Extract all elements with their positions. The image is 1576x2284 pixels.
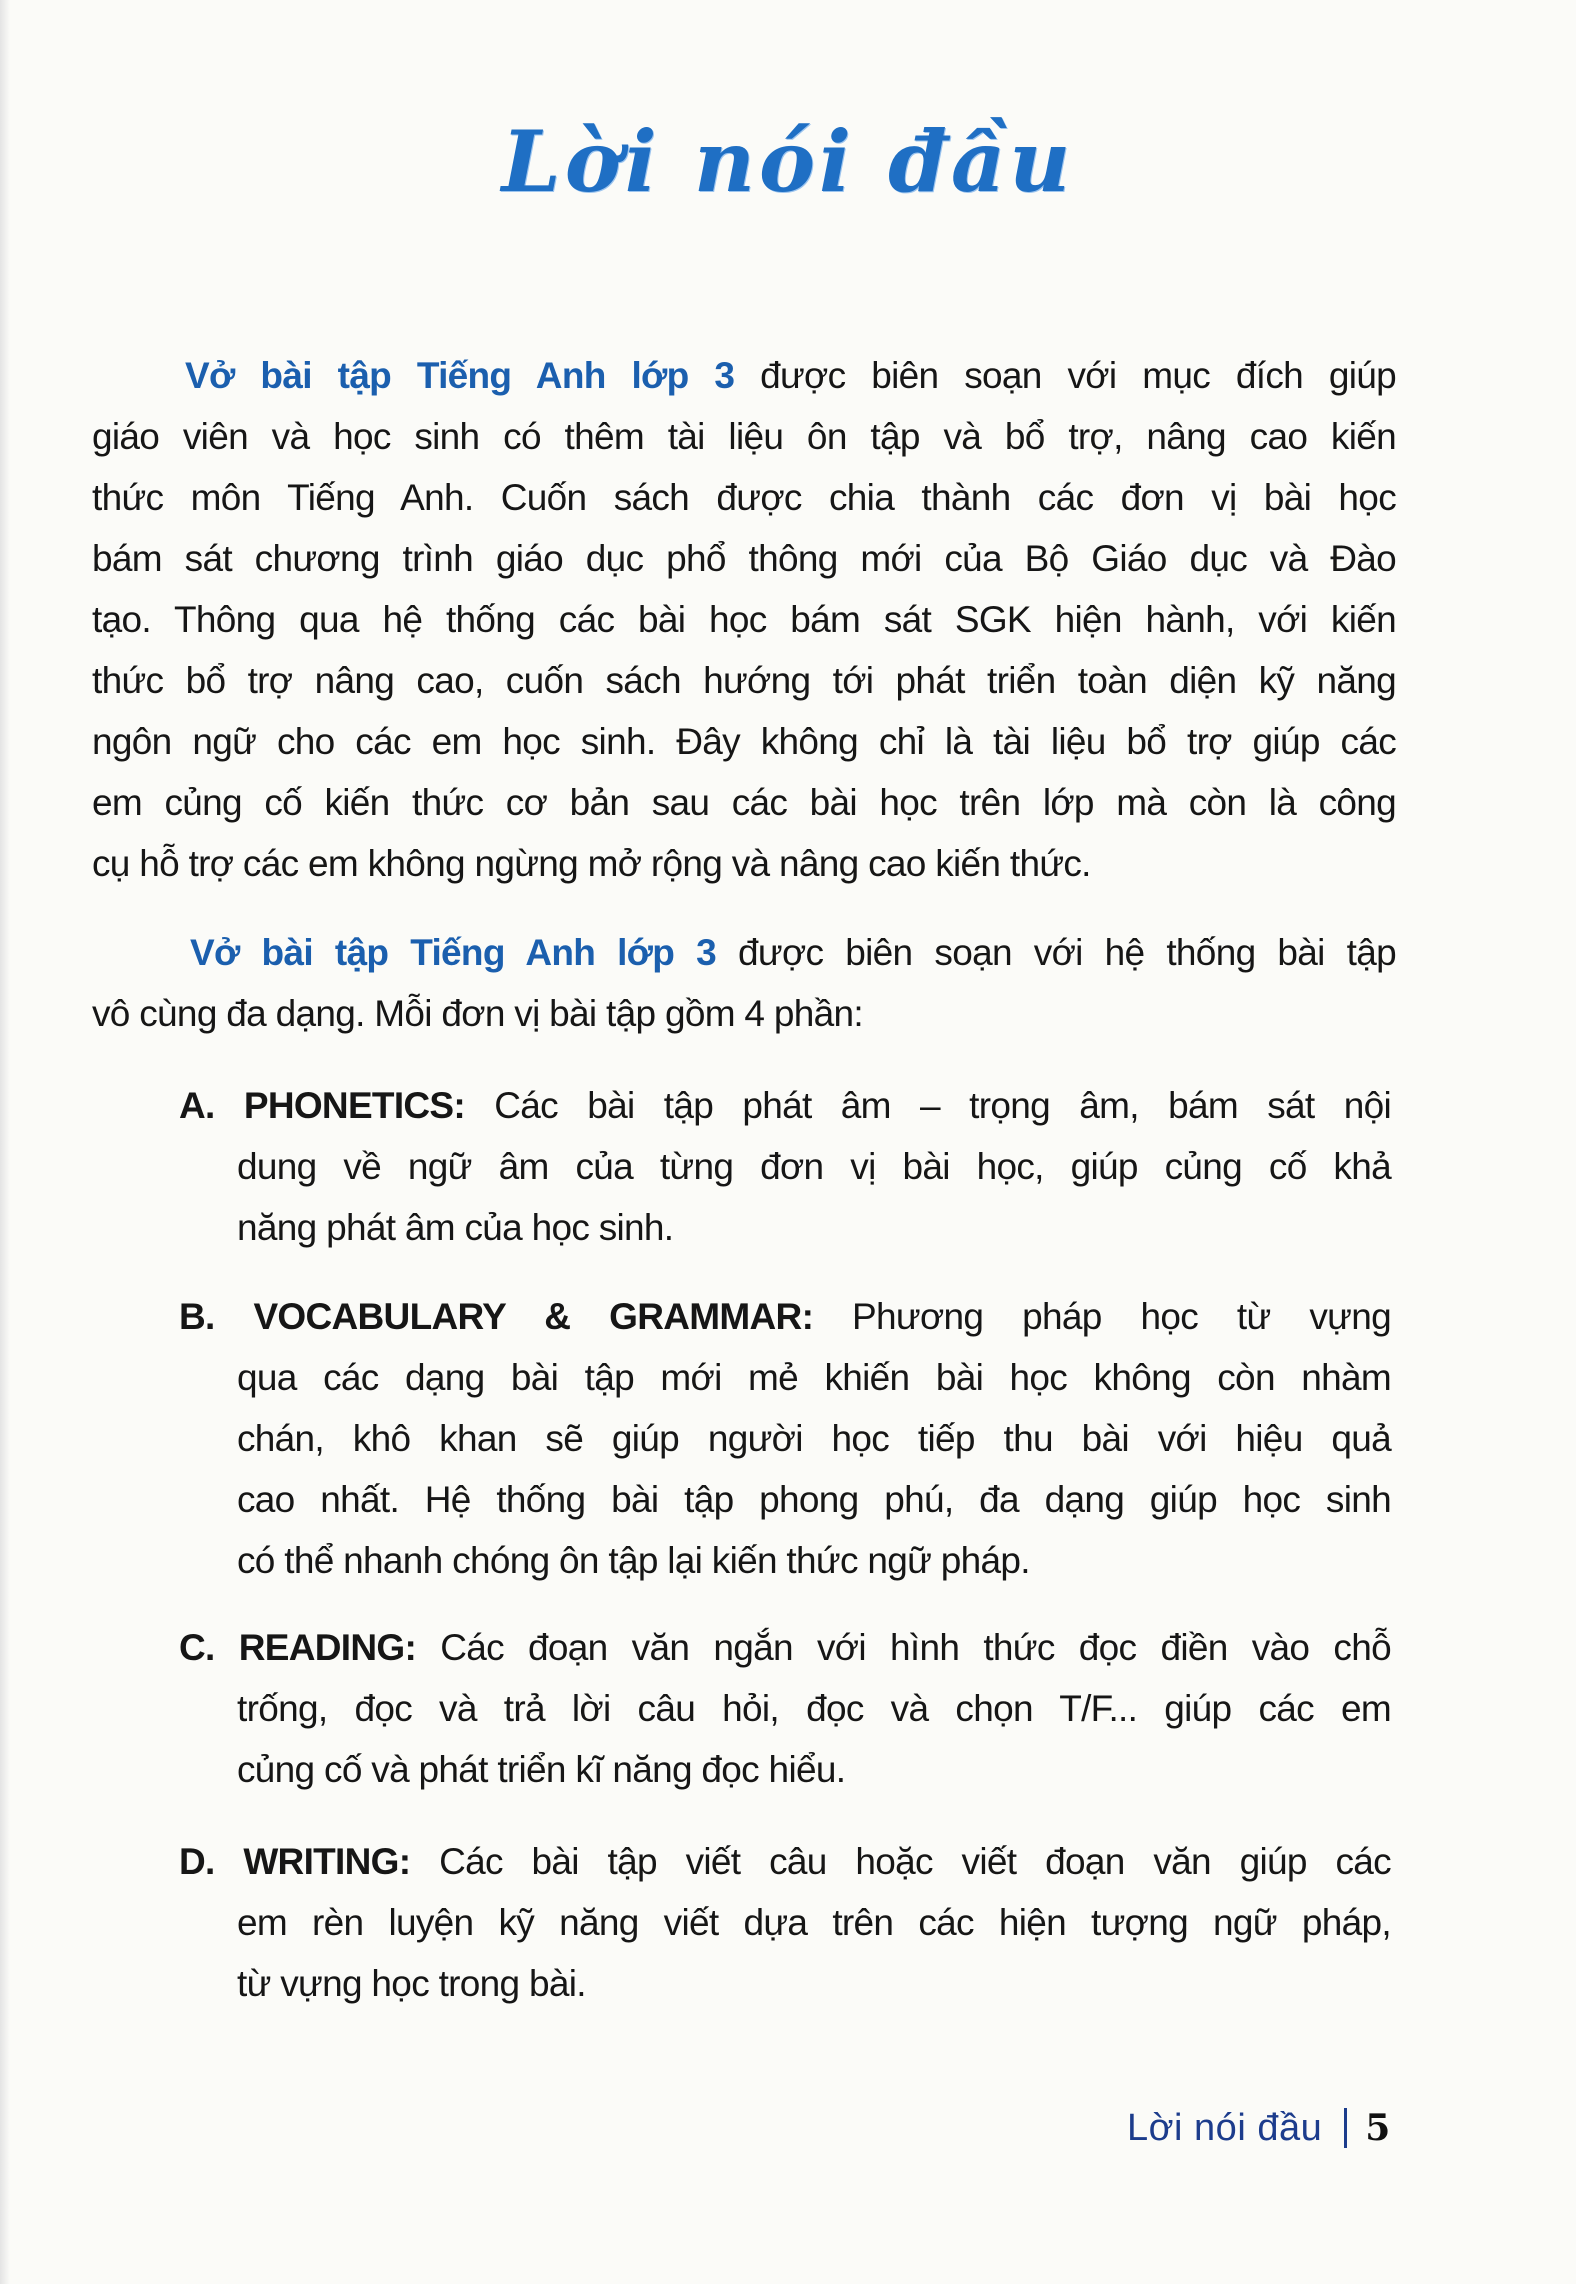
item-heading: A. PHONETICS: bbox=[179, 1085, 466, 1126]
text-line: thức môn Tiếng Anh. Cuốn sách được chia thành các đơn vị bài học bbox=[92, 477, 1396, 518]
text-line: cụ hỗ trợ các em không ngừng mở rộng và nâng cao kiến thức. bbox=[92, 843, 1091, 884]
text-line: trống, đọc và trả lời câu hỏi, đọc và chọn T/F... giúp các em bbox=[237, 1688, 1391, 1729]
text-line: giáo viên và học sinh có thêm tài liệu ôn tập và bổ trợ, nâng cao kiến bbox=[92, 416, 1396, 457]
item-first-line bbox=[179, 1286, 1391, 1347]
item-text: Các bài tập phát âm – trọng âm, bám sát nội bbox=[494, 1085, 1391, 1126]
intro-paragraph-2 bbox=[92, 922, 1396, 1044]
page-title: Lời nói đầu bbox=[501, 112, 1075, 211]
item-text: Các đoạn văn ngắn với hình thức đọc điền vào chỗ bbox=[440, 1627, 1391, 1668]
item-first-line bbox=[179, 1831, 1391, 1892]
text-line: củng cố và phát triển kĩ năng đọc hiểu. bbox=[237, 1749, 846, 1790]
exercise-section-item bbox=[179, 1617, 1391, 1800]
text-line: ngôn ngữ cho các em học sinh. Đây không chỉ là tài liệu bổ trợ giúp các bbox=[92, 721, 1396, 762]
intro-paragraph-1 bbox=[92, 345, 1396, 894]
page-edge-shadow bbox=[0, 0, 10, 2284]
text-line: dung về ngữ âm của từng đơn vị bài học, giúp củng cố khả bbox=[237, 1146, 1391, 1187]
item-text: Các bài tập viết câu hoặc viết đoạn văn giúp các bbox=[439, 1841, 1391, 1882]
page-number: 5 bbox=[1365, 2107, 1391, 2149]
exercise-section-item bbox=[179, 1286, 1391, 1591]
paragraph-first-line bbox=[92, 922, 1396, 983]
text-line: bám sát chương trình giáo dục phổ thông mới của Bộ Giáo dục và Đào bbox=[92, 538, 1396, 579]
item-first-line bbox=[179, 1075, 1391, 1136]
text-line: cao nhất. Hệ thống bài tập phong phú, đa dạng giúp học sinh bbox=[237, 1479, 1391, 1520]
item-first-line bbox=[179, 1617, 1391, 1678]
paragraph-text: được biên soạn với hệ thống bài tập bbox=[738, 932, 1396, 973]
item-heading: B. VOCABULARY & GRAMMAR: bbox=[179, 1296, 814, 1337]
exercise-section-item bbox=[179, 1831, 1391, 2014]
paragraph-first-line bbox=[92, 345, 1396, 406]
page-footer bbox=[1127, 2100, 1390, 2156]
footer-divider bbox=[1344, 2108, 1347, 2148]
item-text: Phương pháp học từ vựng bbox=[852, 1296, 1391, 1337]
text-line: từ vựng học trong bài. bbox=[237, 1963, 586, 2004]
text-line: em củng cố kiến thức cơ bản sau các bài học trên lớp mà còn là công bbox=[92, 782, 1396, 823]
text-line: thức bổ trợ nâng cao, cuốn sách hướng tới phát triển toàn diện kỹ năng bbox=[92, 660, 1396, 701]
text-line: vô cùng đa dạng. Mỗi đơn vị bài tập gồm 4 phần: bbox=[92, 993, 863, 1034]
text-line: qua các dạng bài tập mới mẻ khiến bài học không còn nhàm bbox=[237, 1357, 1391, 1398]
exercise-section-item bbox=[179, 1075, 1391, 1258]
text-line: em rèn luyện kỹ năng viết dựa trên các hiện tượng ngữ pháp, bbox=[237, 1902, 1391, 1943]
item-heading: C. READING: bbox=[179, 1627, 417, 1668]
book-title-highlight: Vở bài tập Tiếng Anh lớp 3 bbox=[185, 355, 735, 396]
paragraph-text: được biên soạn với mục đích giúp bbox=[760, 355, 1396, 396]
book-title-highlight: Vở bài tập Tiếng Anh lớp 3 bbox=[190, 932, 717, 973]
text-line: năng phát âm của học sinh. bbox=[237, 1207, 674, 1248]
text-line: có thể nhanh chóng ôn tập lại kiến thức ngữ pháp. bbox=[237, 1540, 1030, 1581]
item-heading: D. WRITING: bbox=[179, 1841, 411, 1882]
footer-section-title: Lời nói đầu bbox=[1127, 2106, 1323, 2149]
text-line: tạo. Thông qua hệ thống các bài học bám sát SGK hiện hành, với kiến bbox=[92, 599, 1396, 640]
text-line: chán, khô khan sẽ giúp người học tiếp thu bài với hiệu quả bbox=[237, 1418, 1391, 1459]
